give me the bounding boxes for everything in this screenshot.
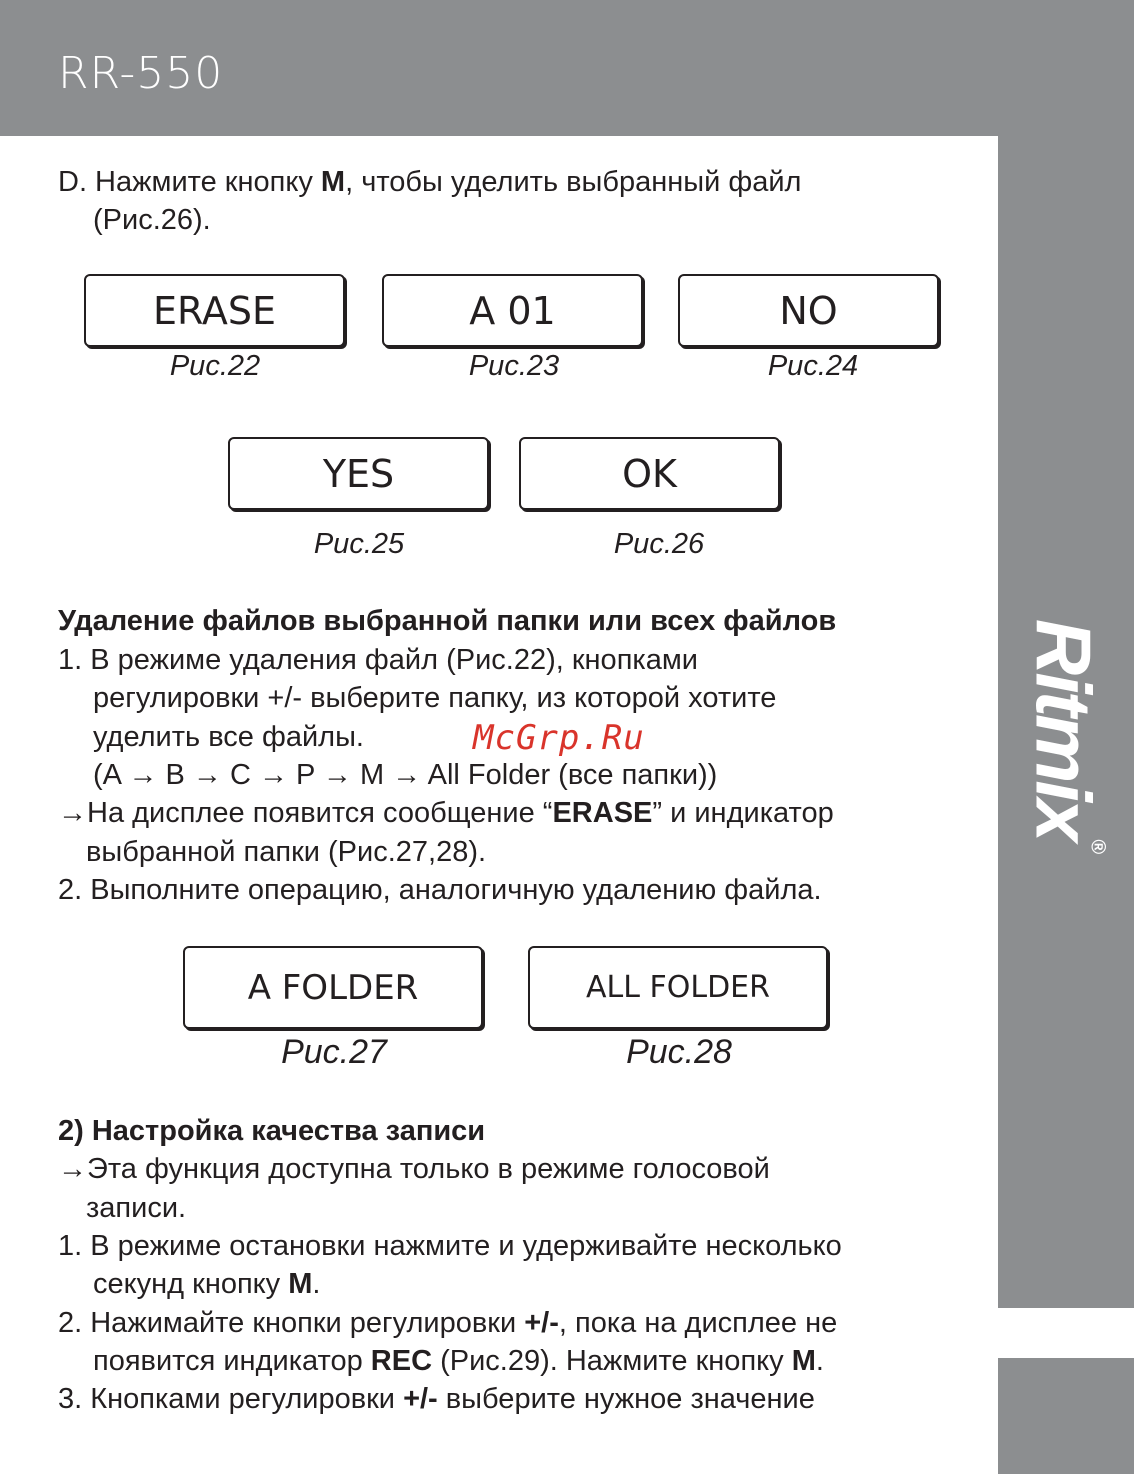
- step-d-line2: (Рис.26).: [93, 204, 211, 236]
- step-d-line1: D. Нажмите кнопку M, чтобы уделить выбранный файл: [58, 166, 802, 198]
- watermark: McGrp.Ru: [473, 718, 645, 758]
- delete-step1-line4: (A → B → C → P → M → All Folder (все папки)): [93, 759, 718, 791]
- brand-logo: [1018, 619, 1109, 851]
- caption-fig26: Рис.26: [613, 528, 705, 560]
- model-name: RR-550: [58, 48, 224, 99]
- quality-note-line1: →Эта функция доступна только в режиме голосовой: [58, 1153, 770, 1185]
- caption-fig27: Рис.27: [281, 1033, 387, 1071]
- quality-step3: 3. Кнопками регулировки +/- выберите нужное значение: [58, 1383, 815, 1415]
- brand-logo-text: Ritmix: [1019, 618, 1108, 840]
- section-delete-title: Удаление файлов выбранной папки или всех файлов: [58, 605, 837, 637]
- page-header: [0, 0, 1134, 136]
- quality-note-line2: записи.: [86, 1192, 187, 1224]
- display-yes: YES: [228, 437, 489, 510]
- delete-step1-line1: 1. В режиме удаления файл (Рис.22), кнопками: [58, 644, 698, 676]
- display-a-folder: A FOLDER: [183, 946, 483, 1029]
- caption-fig23: Рис.23: [468, 350, 560, 382]
- quality-step1-line1: 1. В режиме остановки нажмите и удерживайте несколько: [58, 1230, 842, 1262]
- caption-fig24: Рис.24: [767, 350, 859, 382]
- display-erase: ERASE: [84, 274, 345, 347]
- display-all-folder: ALL FOLDER: [528, 946, 828, 1029]
- display-ok: OK: [519, 437, 780, 510]
- delete-step1-line3: уделить все файлы.: [93, 721, 364, 753]
- caption-fig28: Рис.28: [626, 1033, 732, 1071]
- delete-result-line2: выбранной папки (Рис.27,28).: [86, 836, 487, 868]
- section-quality-title: 2) Настройка качества записи: [58, 1115, 486, 1147]
- display-no: NO: [678, 274, 939, 347]
- delete-result-line1: →На дисплее появится сообщение “ERASE” и индикатор: [58, 797, 834, 829]
- quality-step2-line2: появится индикатор REC (Рис.29). Нажмите кнопку M.: [93, 1345, 824, 1377]
- display-a01: A 01: [382, 274, 643, 347]
- caption-fig22: Рис.22: [169, 350, 261, 382]
- registered-mark: ®: [1086, 839, 1109, 852]
- delete-step1-line2: регулировки +/- выберите папку, из которой хотите: [93, 682, 777, 714]
- side-bar-bottom: [998, 1358, 1134, 1474]
- quality-step2-line1: 2. Нажимайте кнопки регулировки +/-, пока на дисплее не: [58, 1307, 838, 1339]
- delete-step2: 2. Выполните операцию, аналогичную удалению файла.: [58, 874, 822, 906]
- quality-step1-line2: секунд кнопку M.: [93, 1268, 321, 1300]
- caption-fig25: Рис.25: [313, 528, 405, 560]
